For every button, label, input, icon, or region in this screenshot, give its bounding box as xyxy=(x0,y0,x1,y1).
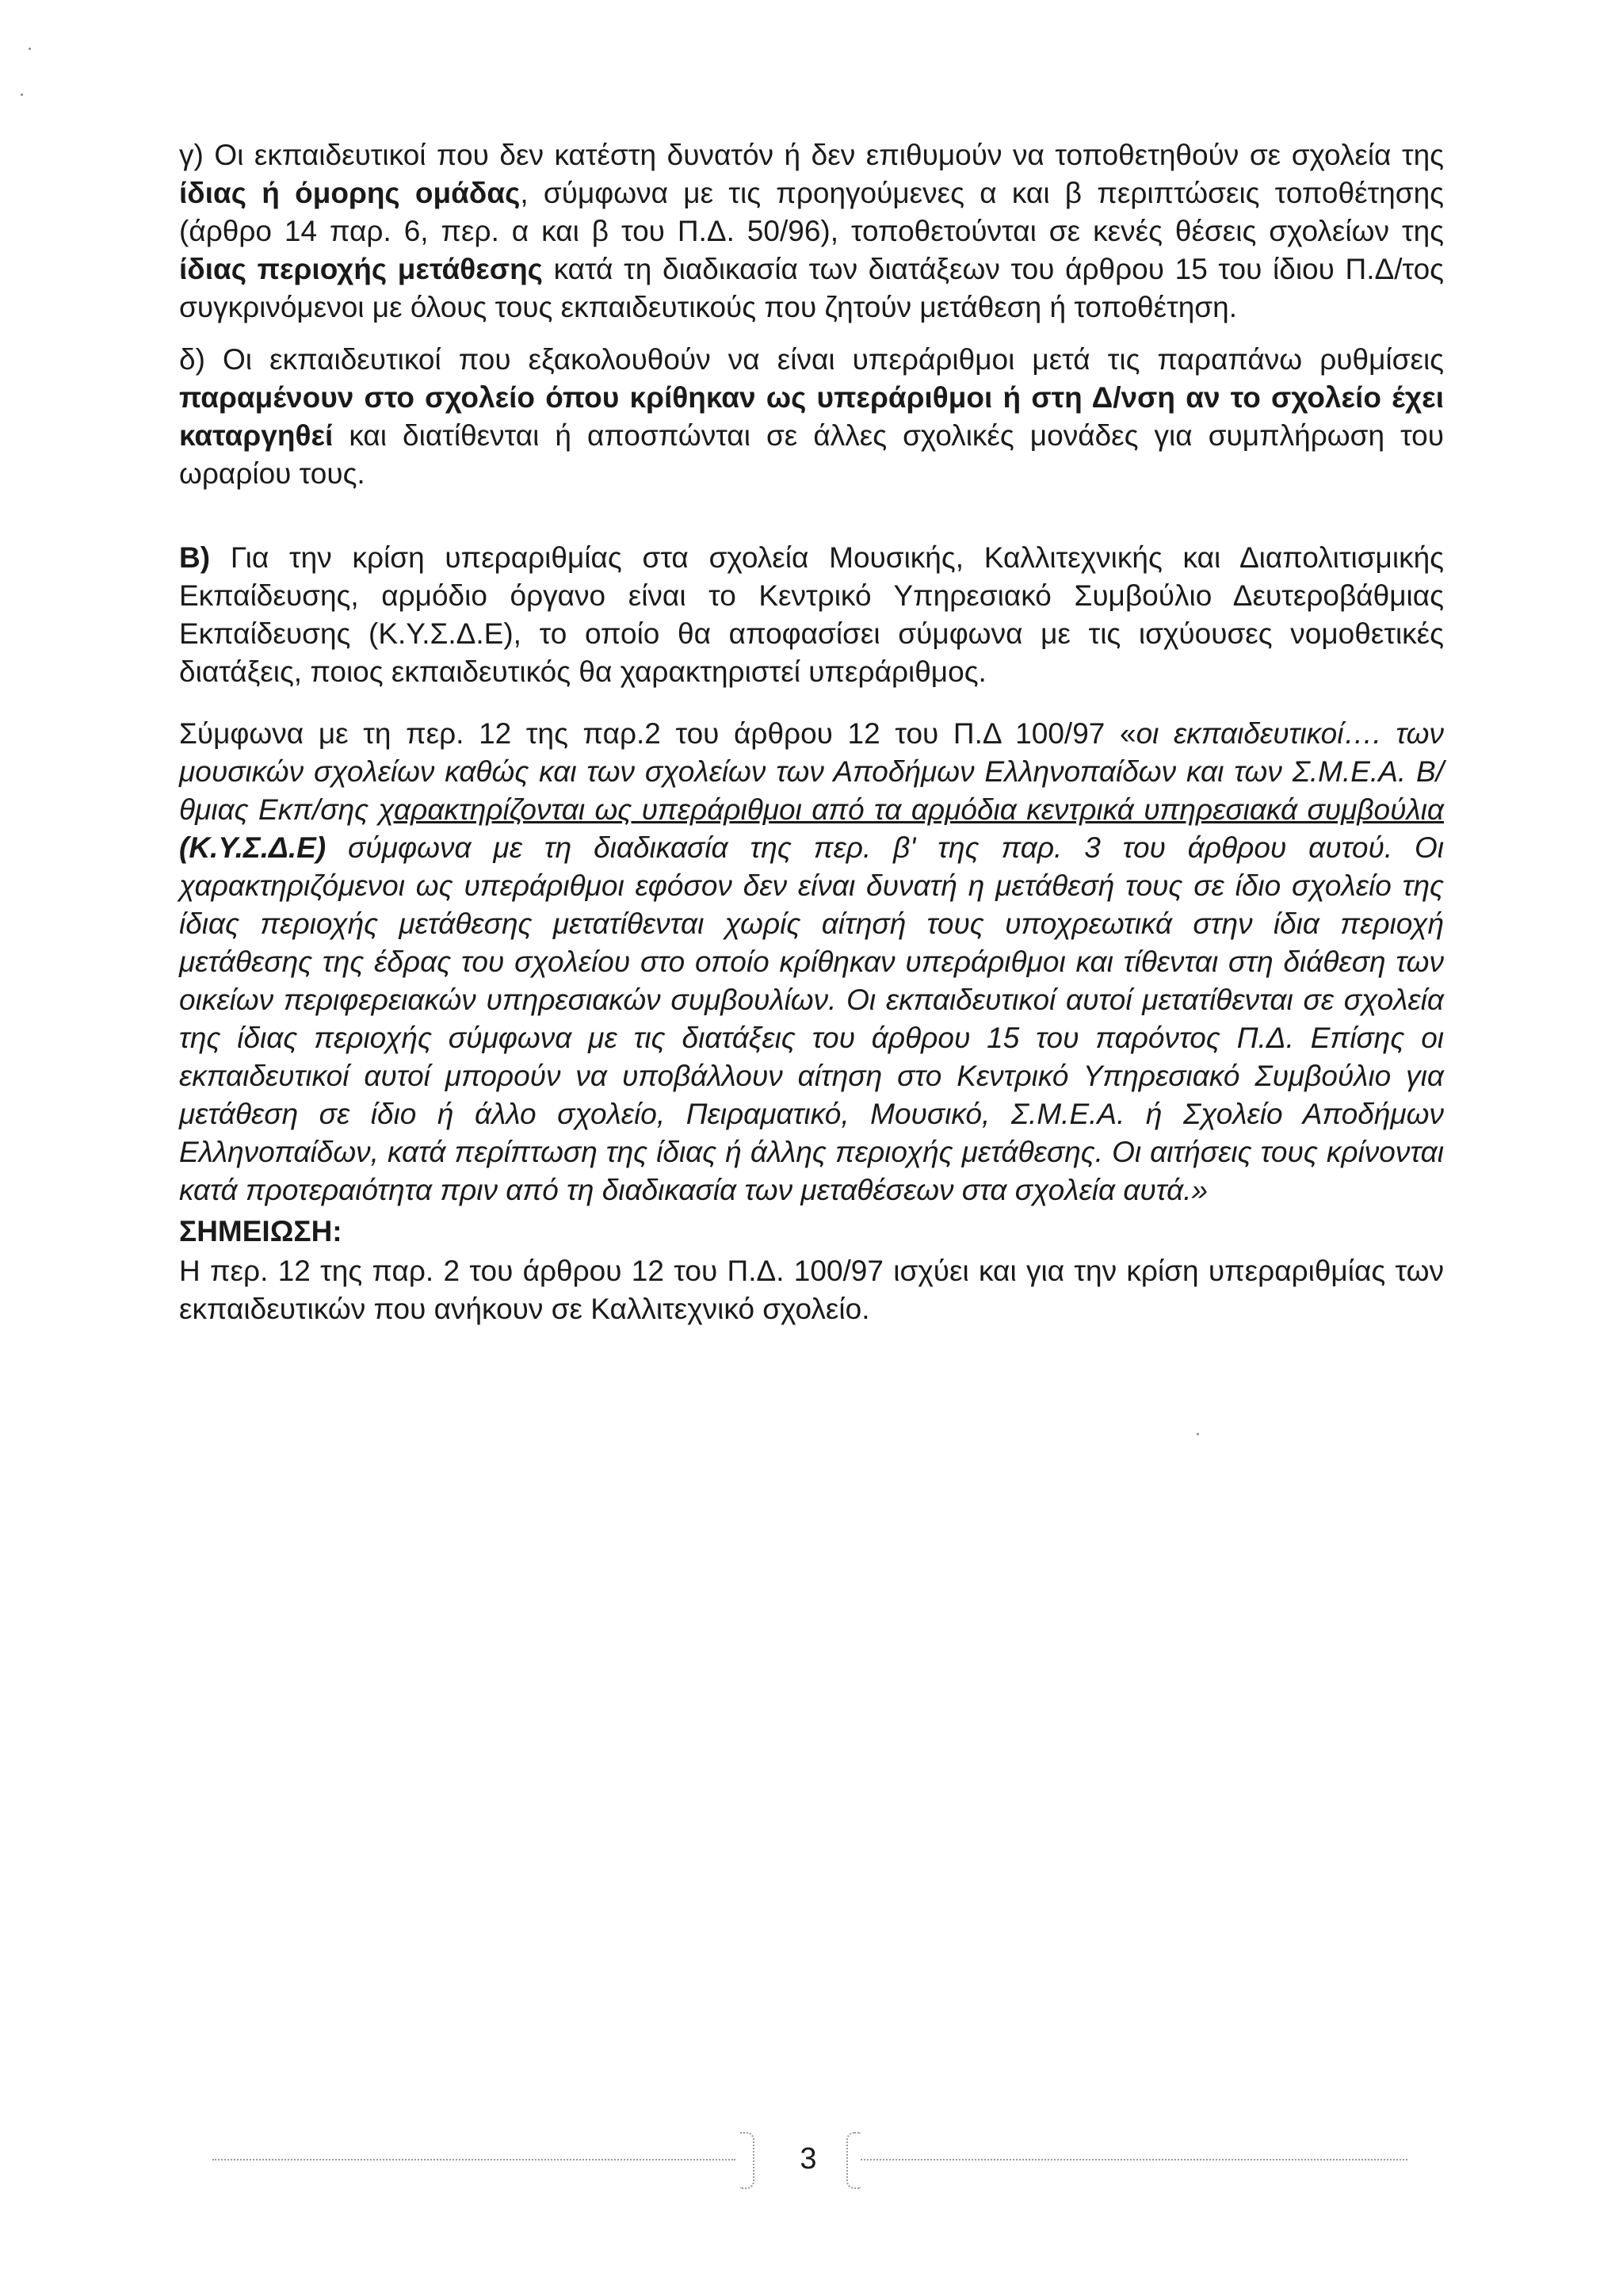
scan-speck xyxy=(29,48,31,50)
paragraph-gamma-text-2: , σύμφωνα με τις προηγούμενες α και β περιπτώσεις τοποθέτησης (άρθρο 14 παρ. 6, περ. α και β του Π.Δ. 50/96), τοποθετούνται σε κενές θέσεις σχολείων της xyxy=(179,177,1445,247)
paragraph-gamma-text-1: γ) Οι εκπαιδευτικοί που δεν κατέστη δυνατόν ή δεν επιθυμούν να τοποθετηθούν σε σχολεία της xyxy=(179,139,1444,171)
paragraph-gamma-text-3: κατά τη διαδικασία των διατάξεων του άρθρου 15 του ίδιου Π.Δ/τος συγκρινόμενοι με όλους τους εκπαιδευτικούς που ζητούν μετάθεση ή τοποθέτηση. xyxy=(179,253,1445,323)
note-body: Η περ. 12 της παρ. 2 του άρθρου 12 του Π.Δ. 100/97 ισχύει και για την κρίση υπεραριθμίας των εκπαιδευτικών που ανήκουν σε Καλλιτεχνικό σχολείο. xyxy=(179,1255,1444,1325)
note-title: ΣΗΜΕΙΩΣΗ: xyxy=(179,1215,342,1247)
paragraph-quote xyxy=(179,715,1444,1209)
paragraph-b-section xyxy=(179,539,1444,691)
footer-bracket-right xyxy=(846,2132,861,2189)
paragraph-delta-text-1: δ) Οι εκπαιδευτικοί που εξακολουθούν να είναι υπεράριθμοι μετά τις παραπάνω ρυθμίσεις xyxy=(179,343,1444,376)
footer-dotted-line-left xyxy=(212,2159,735,2160)
paragraph-gamma-bold-2: ίδιας περιοχής μετάθεσης xyxy=(179,253,543,285)
paragraph-quote-intro: Σύμφωνα με τη περ. 12 της παρ.2 του άρθρου 12 του Π.Δ 100/97 « xyxy=(179,717,1136,750)
paragraph-b-label: Β) xyxy=(179,541,211,574)
scan-speck xyxy=(1197,1433,1199,1435)
paragraph-quote-italic-1: οι εκπαιδευτικοί…. των μουσικών σχολείων καθώς και των σχολείων των Αποδήμων Ελληνοπαίδων και των Σ.Μ.Ε.Α. Β/θμιας Εκπ/σης xyxy=(179,717,1444,826)
paragraph-delta-text-2: και διατίθενται ή αποσπώνται σε άλλες σχολικές μονάδες για συμπλήρωση του ωραρίου τους. xyxy=(179,419,1444,490)
footer-dotted-line-right xyxy=(861,2159,1407,2160)
scan-speck xyxy=(21,94,23,96)
paragraph-b-text: Για την κρίση υπεραριθμίας στα σχολεία Μουσικής, Καλλιτεχνικής και Διαπολιτισμικής Εκπαίδευσης, αρμόδιο όργανο είναι το Κεντρικό Υπηρεσιακό Συμβούλιο Δευτεροβάθμιας Εκπαίδευσης (Κ.Υ.Σ.Δ.Ε), το οποίο θα αποφασίσει σύμφωνα με τις ισχύουσες νομοθετικές διατάξεις, ποιος εκπαιδευτικός θα χαρακτηριστεί υπεράριθμος. xyxy=(179,541,1444,688)
paragraph-gamma-bold-1: ίδιας ή όμορης ομάδας xyxy=(179,177,521,209)
paragraph-quote-italic-2: σύμφωνα με τη διαδικασία της περ. β' της παρ. 3 του άρθρου αυτού. Οι χαρακτηριζόμενοι ως υπεράριθμοι εφόσον δεν είναι δυνατή η μετάθεσή τους σε ίδιο σχολείο της ίδιας περιοχής μετάθεσης μετατίθενται χωρίς αίτησή τους υποχρεωτικά στην ίδια περιοχή μετάθεσης της έδρας του σχολείου στο οποίο κρίθηκαν υπεράριθμοι και τίθενται στη διάθεση των οικείων περιφερειακών υπηρεσιακών συμβουλίων. Οι εκπαιδευτικοί αυτοί μετατίθενται σε σχολεία της ίδιας περιοχής σύμφωνα με τις διατάξεις του άρθρου 15 του παρόντος Π.Δ. Επίσης οι εκπαιδευτικοί αυτοί μπορούν να υποβάλλουν αίτηση στο Κεντρικό Υπηρεσιακό Συμβούλιο για μετάθεση σε ίδιο ή άλλο σχολείο, Πειραματικό, Μουσικό, Σ.Μ.Ε.Α. ή Σχολείο Αποδήμων Ελληνοπαίδων, κατά περίπτωση της ίδιας ή άλλης περιοχής μετάθεσης. Οι αιτήσεις τους κρίνονται κατά προτεραιότητα πριν από τη διαδικασία των μεταθέσεων στα σχολεία αυτά.» xyxy=(179,831,1444,1206)
paragraph-quote-underlined: χαρακτηρίζονται ως υπεράριθμοι από τα αρμόδια κεντρικά υπηρεσιακά συμβούλια xyxy=(378,793,1444,826)
paragraph-delta-bold-1: παραμένουν στο σχολείο όπου κρίθηκαν ως υπεράριθμοι ή στη Δ/νση αν το σχολείο έχει καταργηθεί xyxy=(179,381,1444,452)
paragraph-quote-bold: (Κ.Υ.Σ.Δ.Ε) xyxy=(179,831,327,864)
paragraph-gamma xyxy=(179,136,1444,327)
page-number: 3 xyxy=(800,2142,817,2176)
paragraph-delta xyxy=(179,341,1444,493)
footer-bracket-left xyxy=(740,2132,754,2189)
